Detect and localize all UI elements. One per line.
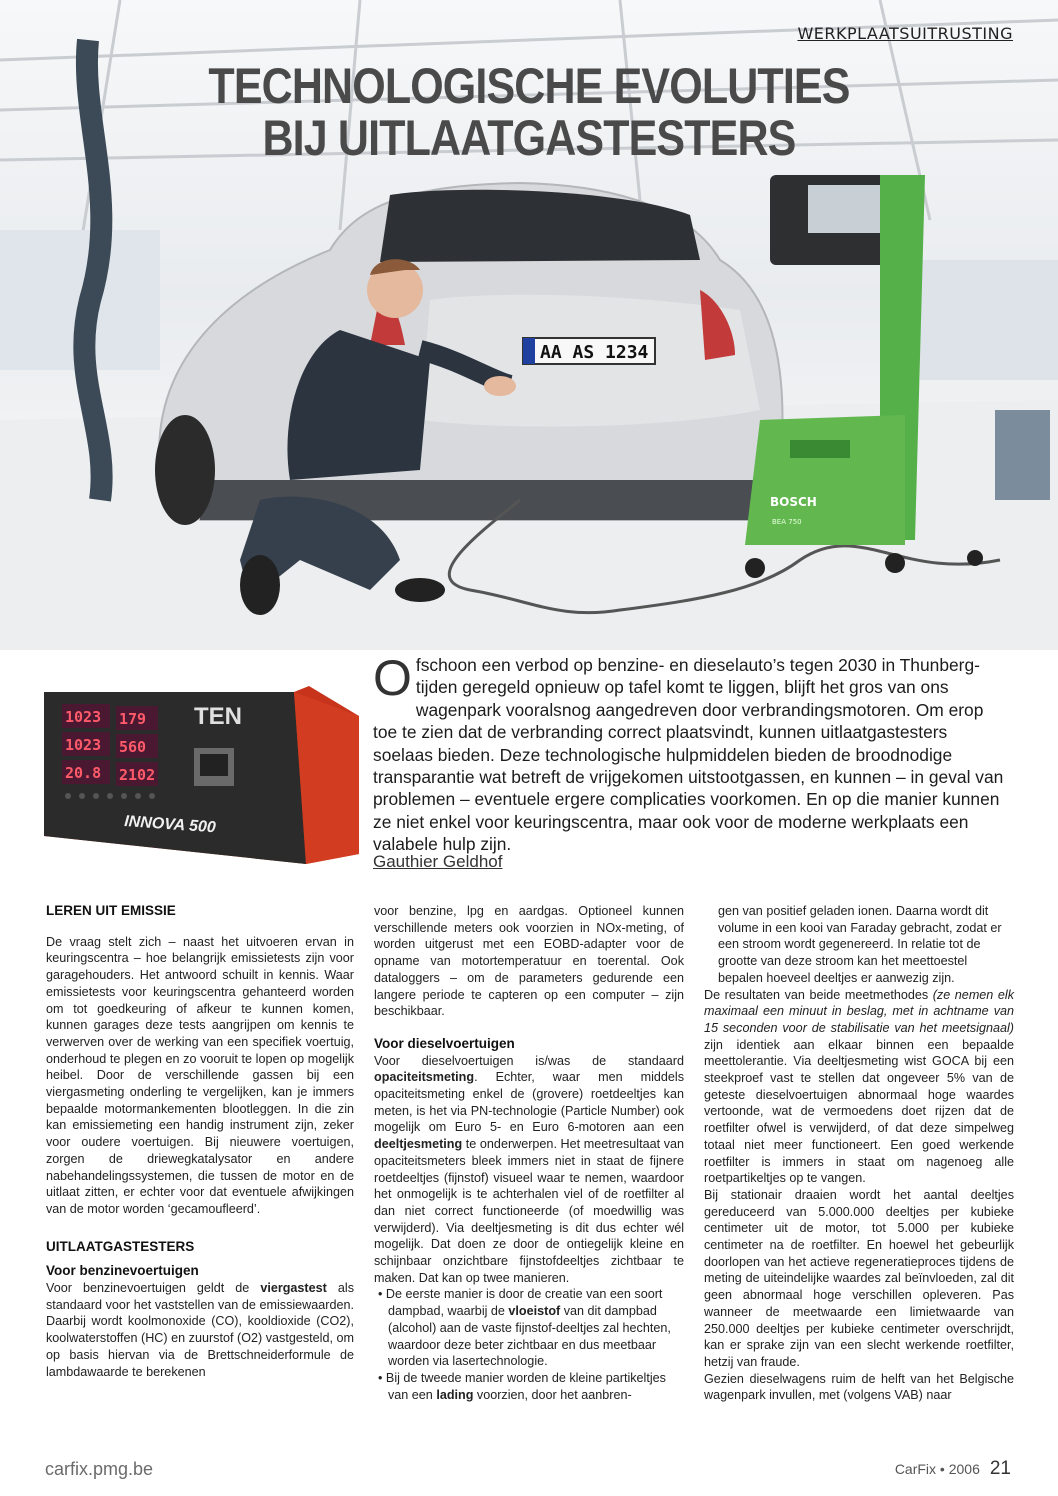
page-number: 21 bbox=[989, 1458, 1011, 1479]
body-paragraph: De resultaten van beide meetmethodes (ze nemen elk maximaal een minuut in beslag, met in achtname van 15 seconden voor de stabilisatie van het meetsignaal) zijn identiek aan elkaar binnen een bepaalde meettolerantie. Via deeltjesmeting wist GOCA bij een steekproef vast te stellen dat ongeveer 5% van de geteste dieselvoertuigen abnormaal hoge waardes vertoonde, wat de vermoedens doet rijzen dat de roetfilter ofwel is verwijderd, of dat deze simpelweg totaal niet meer functioneert. Een goed werkende roetfilter is immers in staat om nagenoeg alle roetpartikeltjes op te vangen. bbox=[704, 987, 1014, 1186]
magazine-name: CarFix • 2006 bbox=[894, 1461, 980, 1477]
bullet-item: • Bij de tweede manier worden de kleine partikeltjes van een lading voorzien, door het aanbren- bbox=[378, 1370, 666, 1402]
cabinet-right bbox=[995, 410, 1050, 500]
page-title bbox=[74, 60, 984, 164]
body-paragraph: Voor dieselvoertuigen is/was de standaard opaciteitsmeting. Echter, waar men middels opaciteitsmeting enkel de (grovere) roetdeeltjes kan meten, is het via PN-technologie (Particle Number) ook mogelijk om Euro 5- en Euro 6-motoren aan een deeltjesmeting te onderwerpen. Het meetresultaat van opaciteitsmeters bleek immers niet in staat de fijnere roetdeeltjes (fijnstof) visueel waar te nemen, waardoor het onmogelijk is te achterhalen viel of de roetfilter al dan niet correct functioneerde (of moedwillig was verwijderd). Via deeltjesmeting is dit dus echter wél mogelijk. Dat doen ze door de ontiegelijk kleine en schijnbaar onzichtbare fijnstofdeeltjes zichtbaar te maken. Dat kan op twee manieren. bbox=[374, 1053, 684, 1285]
title-line-1: TECHNOLOGISCHE EVOLUTIES bbox=[208, 58, 850, 114]
innova-500-analyzer-image bbox=[44, 686, 359, 864]
section-heading: UITLAATGASTESTERS bbox=[46, 1238, 195, 1254]
footer-page-info bbox=[895, 1458, 1011, 1480]
section-label: WERKPLAATSUITRUSTING bbox=[797, 24, 1013, 43]
body-paragraph: Voor benzinevoertuigen geldt de viergastest als standaard voor het vaststellen van de emissiewaarden. Daarbij wordt koolmonoxide (CO), kooldioxide (CO2), koolwaterstoffen (HC) en zuurstof (O2) vastgesteld, om op basis hiervan via de Brettschneiderformule de lambdawaarde te berekenen bbox=[46, 1281, 354, 1379]
drop-cap: O bbox=[373, 650, 412, 706]
body-paragraph: Bij stationair draaien wordt het aantal deeltjes gereduceerd van 5.000.000 deeltjes per kubieke centimeter uit de motor, tot 5.000 per kubieke centimeter na de roetfilter. En hoewel het gebeurlijk doorlopen van het actieve regeneratieproces tijdens de meting de uiteindelijke waardes zal beïnvloeden, zal dit geen abnormaal hoge verschillen opleveren. Pas wanneer de meetwaarde een limietwaarde van 250.000 deeltjes per kubieke centimeter overschrijdt, kan er sprake zijn van een slecht werkende roetfilter, hetzij van fraude. bbox=[704, 1187, 1014, 1369]
tester-brand: BOSCH bbox=[770, 495, 817, 509]
tester-base bbox=[745, 415, 905, 545]
intro-text: fschoon een verbod op benzine- en dieselauto’s tegen 2030 in Thunberg-tijden geregeld opnieuw op tafel komt te liggen, blijft het gros van ons wagenpark vooralsnog aangedreven door verbrandingsmotoren. Om erop toe te zien dat de verbranding correct plaatsvindt, kunnen uitlaatgastesters soelaas bieden. Deze technologische hulpmiddelen bieden de broodnodige transparantie wat betreft de vrijgekomen uitstootgassen, en kunnen – in geval van problemen – eventuele ergere complicaties voorkomen. En op die manier kunnen ze niet enkel voor keuringscentra, maar ook voor de moderne werkplaats een valabele hulp zijn. bbox=[373, 655, 1004, 855]
column-1 bbox=[46, 903, 354, 1380]
intro-paragraph bbox=[373, 650, 1011, 856]
window-right bbox=[920, 260, 1058, 380]
footer-website-link[interactable]: carfix.pmg.be bbox=[45, 1459, 154, 1479]
display-value: 560 bbox=[119, 738, 147, 756]
hero-photo bbox=[0, 0, 1058, 650]
body-paragraph: De vraag stelt zich – naast het uitvoeren ervan in keuringscentra – hoe belangrijk emissietests zijn voor garagehouders. Het antwoord schuilt in kennis. Waar emissietests voor keuringscentra gehanteerd worden om tot goedkeuring of afkeur te kunnen komen, kunnen garages deze tests aangrijpen om kennis te verwerven over de werking van een specifiek voertuig, onderhoud te plegen en zo vooruit te lopen op mogelijk heibel. Door de verschillende gassen bij een viergasmeting onderling te vergelijken, kan je immers bepaalde motormankementen blootleggen. In die zin kan emissiemeting een handig instrument zijn, zeker voor oudere voertuigen. Bij nieuwere voertuigen, zorgen de driewegkatalysator en andere nabehandelingssystemen, die tussen de motor en de uitlaat zitten, er echter voor dat eventuele afwijkingen van de motor worden ‘gecamoufleerd’. bbox=[46, 934, 354, 1216]
display-value: 179 bbox=[119, 710, 147, 728]
license-plate-text: AA AS 1234 bbox=[540, 342, 649, 363]
car bbox=[155, 183, 783, 525]
sub-heading: Voor benzinevoertuigen bbox=[46, 1263, 199, 1279]
sub-heading: Voor dieselvoertuigen bbox=[374, 1035, 515, 1051]
display-value: 2102 bbox=[119, 766, 156, 784]
body-paragraph: voor benzine, lpg en aardgas. Optioneel kunnen verschillende meters ook voorzien in NOx-meting, of worden uitgerust met een EOBD-adapter voor de opname van motortemperatuur en toerental. Ook dataloggers – om de parameters gedurende een langere periode te capteren op een computer – zijn beschikbaar. bbox=[374, 904, 684, 1019]
display-value: 1023 bbox=[65, 708, 102, 726]
author-byline[interactable]: Gauthier Geldhof bbox=[373, 852, 503, 871]
bullet-continuation: gen van positief geladen ionen. Daarna wordt dit volume in een kooi van Faraday gebracht, zodat er een stroom wordt gegenereerd. In relatie tot de grootte van deze stroom kan het meettoestel bepalen hoeveel deeltjes er aanwezig zijn. bbox=[718, 904, 1002, 985]
column-3 bbox=[704, 903, 1014, 1404]
analyzer-model-label: INNOVA 500 bbox=[123, 813, 217, 837]
rear-window bbox=[380, 190, 700, 262]
display-value: 20.8 bbox=[65, 764, 102, 782]
tire-left bbox=[155, 415, 215, 525]
column-2 bbox=[374, 903, 684, 1403]
tester-model: BEA 750 bbox=[772, 518, 802, 526]
analyzer-brand-logo: TEN bbox=[194, 703, 242, 730]
display-value: 1023 bbox=[65, 736, 102, 754]
bullet-item: • De eerste manier is door de creatie van een soort dampbad, waarbij de vloeistof van dit dampbad (alcohol) aan de vaste fijnstof-deeltjes zal hechten, waardoor deze beter zichtbaar en dus meetbaar worden via lasertechnologie. bbox=[378, 1287, 671, 1369]
section-heading: LEREN UIT EMISSIE bbox=[46, 903, 176, 918]
title-line-2: BIJ UITLAATGASTESTERS bbox=[262, 110, 796, 166]
body-paragraph: Gezien dieselwagens ruim de helft van het Belgische wagenpark invullen, met (volgens VAB) naar bbox=[704, 1371, 1014, 1403]
